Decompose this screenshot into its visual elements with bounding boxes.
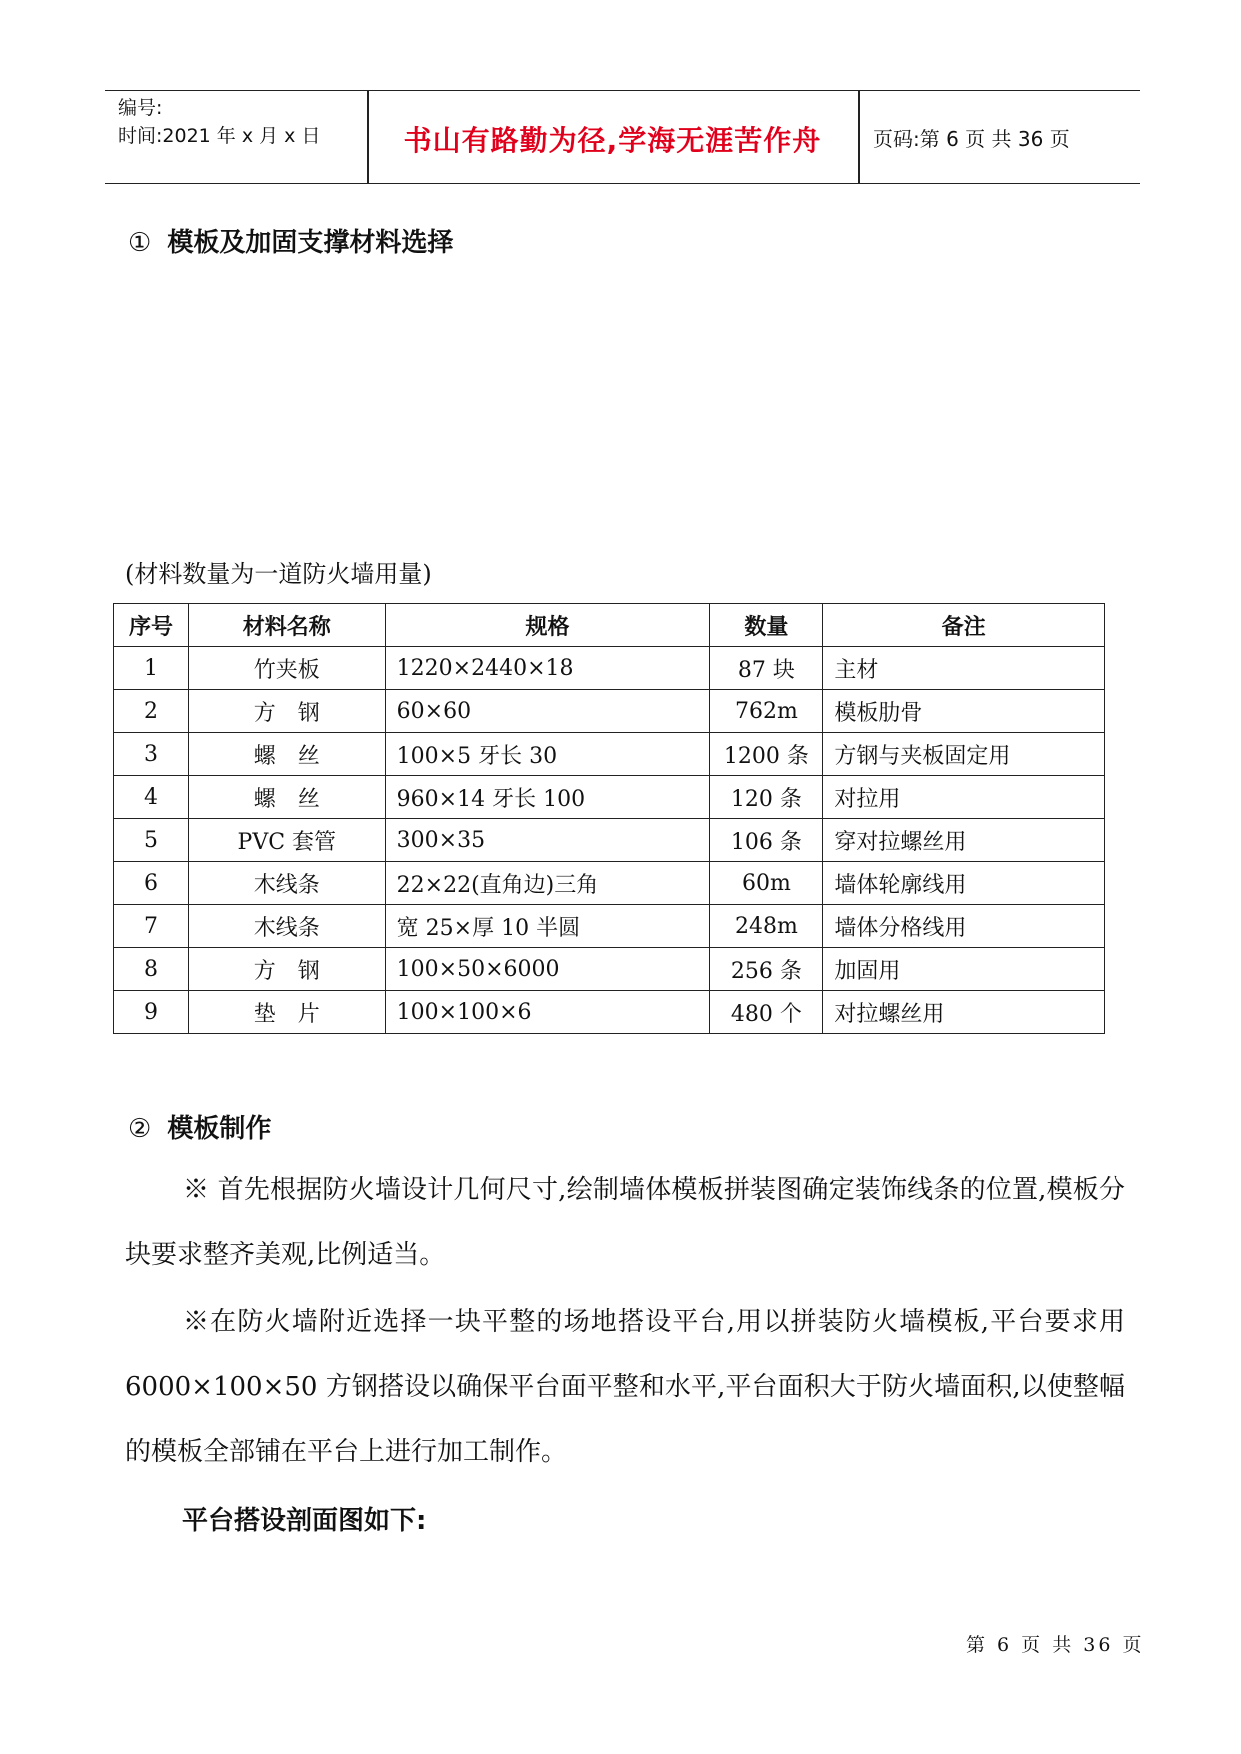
table-row — [114, 647, 1105, 690]
cell-remark: 墙体轮廓线用 — [823, 862, 1105, 905]
cell-quantity: 1200 条 — [710, 733, 823, 776]
cell-quantity: 480 个 — [710, 991, 823, 1034]
cell-quantity: 106 条 — [710, 819, 823, 862]
cell-material: 螺 丝 — [188, 776, 385, 819]
table-row — [114, 690, 1105, 733]
document-time-label: 时间:2021 年 x 月 x 日 — [118, 125, 321, 147]
table-header-row — [114, 604, 1105, 647]
cell-index: 7 — [114, 905, 189, 948]
cell-remark: 主材 — [823, 647, 1105, 690]
cell-spec: 960×14 牙长 100 — [385, 776, 710, 819]
cell-index: 5 — [114, 819, 189, 862]
cell-quantity: 87 块 — [710, 647, 823, 690]
cell-remark: 模板肋骨 — [823, 690, 1105, 733]
cell-remark: 加固用 — [823, 948, 1105, 991]
cell-spec: 22×22(直角边)三角 — [385, 862, 710, 905]
section-number: ② — [128, 1114, 152, 1144]
column-header: 数量 — [710, 604, 823, 647]
cell-material: 方 钢 — [188, 948, 385, 991]
cell-remark: 对拉用 — [823, 776, 1105, 819]
cell-index: 9 — [114, 991, 189, 1034]
materials-table — [113, 603, 1105, 1034]
cell-material: 木线条 — [188, 862, 385, 905]
table-row — [114, 733, 1105, 776]
cell-quantity: 60m — [710, 862, 823, 905]
cell-material: 方 钢 — [188, 690, 385, 733]
cell-spec: 100×5 牙长 30 — [385, 733, 710, 776]
cell-spec: 100×50×6000 — [385, 948, 710, 991]
header-page-number: 页码:第 6 页 共 36 页 — [873, 127, 1070, 151]
cell-spec: 60×60 — [385, 690, 710, 733]
cell-material: 竹夹板 — [188, 647, 385, 690]
section-title: 模板制作 — [167, 1114, 272, 1144]
cell-spec: 宽 25×厚 10 半圆 — [385, 905, 710, 948]
table-note: (材料数量为一道防火墙用量) — [125, 560, 432, 588]
header-motto: 书山有路勤为径,学海无涯苦作舟 — [403, 124, 822, 157]
table-row — [114, 776, 1105, 819]
column-header: 材料名称 — [188, 604, 385, 647]
page-footer: 第 6 页 共 36 页 — [966, 1634, 1145, 1656]
cell-quantity: 248m — [710, 905, 823, 948]
cell-quantity: 256 条 — [710, 948, 823, 991]
cell-index: 3 — [114, 733, 189, 776]
header-divider — [858, 91, 860, 183]
column-header: 序号 — [114, 604, 189, 647]
section-title: 模板及加固支撑材料选择 — [167, 228, 454, 258]
cell-spec: 100×100×6 — [385, 991, 710, 1034]
cell-remark: 穿对拉螺丝用 — [823, 819, 1105, 862]
table-row — [114, 862, 1105, 905]
subheading: 平台搭设剖面图如下: — [182, 1506, 427, 1536]
body-paragraph: ※在防火墙附近选择一块平整的场地搭设平台,用以拼装防火墙模板,平台要求用 6000×100×50 方钢搭设以确保平台面平整和水平,平台面积大于防火墙面积,以使整幅的模板全部铺在平台上进行加工制作。 — [125, 1307, 1125, 1467]
cell-material: 木线条 — [188, 905, 385, 948]
page-header — [105, 90, 1140, 184]
cell-remark: 对拉螺丝用 — [823, 991, 1105, 1034]
cell-spec: 1220×2440×18 — [385, 647, 710, 690]
cell-index: 2 — [114, 690, 189, 733]
cell-spec: 300×35 — [385, 819, 710, 862]
cell-index: 6 — [114, 862, 189, 905]
cell-remark: 方钢与夹板固定用 — [823, 733, 1105, 776]
document-code-label: 编号: — [118, 97, 163, 119]
cell-quantity: 120 条 — [710, 776, 823, 819]
table-row — [114, 819, 1105, 862]
column-header: 备注 — [823, 604, 1105, 647]
cell-remark: 墙体分格线用 — [823, 905, 1105, 948]
cell-index: 4 — [114, 776, 189, 819]
body-paragraph: ※ 首先根据防火墙设计几何尺寸,绘制墙体模板拼装图确定装饰线条的位置,模板分块要求整齐美观,比例适当。 — [125, 1175, 1125, 1270]
table-row — [114, 991, 1105, 1034]
cell-material: PVC 套管 — [188, 819, 385, 862]
column-header: 规格 — [385, 604, 710, 647]
section-number: ① — [128, 228, 152, 258]
table-row — [114, 948, 1105, 991]
cell-index: 8 — [114, 948, 189, 991]
cell-index: 1 — [114, 647, 189, 690]
cell-material: 垫 片 — [188, 991, 385, 1034]
section-heading-materials — [128, 222, 453, 259]
section-heading-fabrication — [128, 1108, 271, 1145]
cell-material: 螺 丝 — [188, 733, 385, 776]
cell-quantity: 762m — [710, 690, 823, 733]
table-row — [114, 905, 1105, 948]
